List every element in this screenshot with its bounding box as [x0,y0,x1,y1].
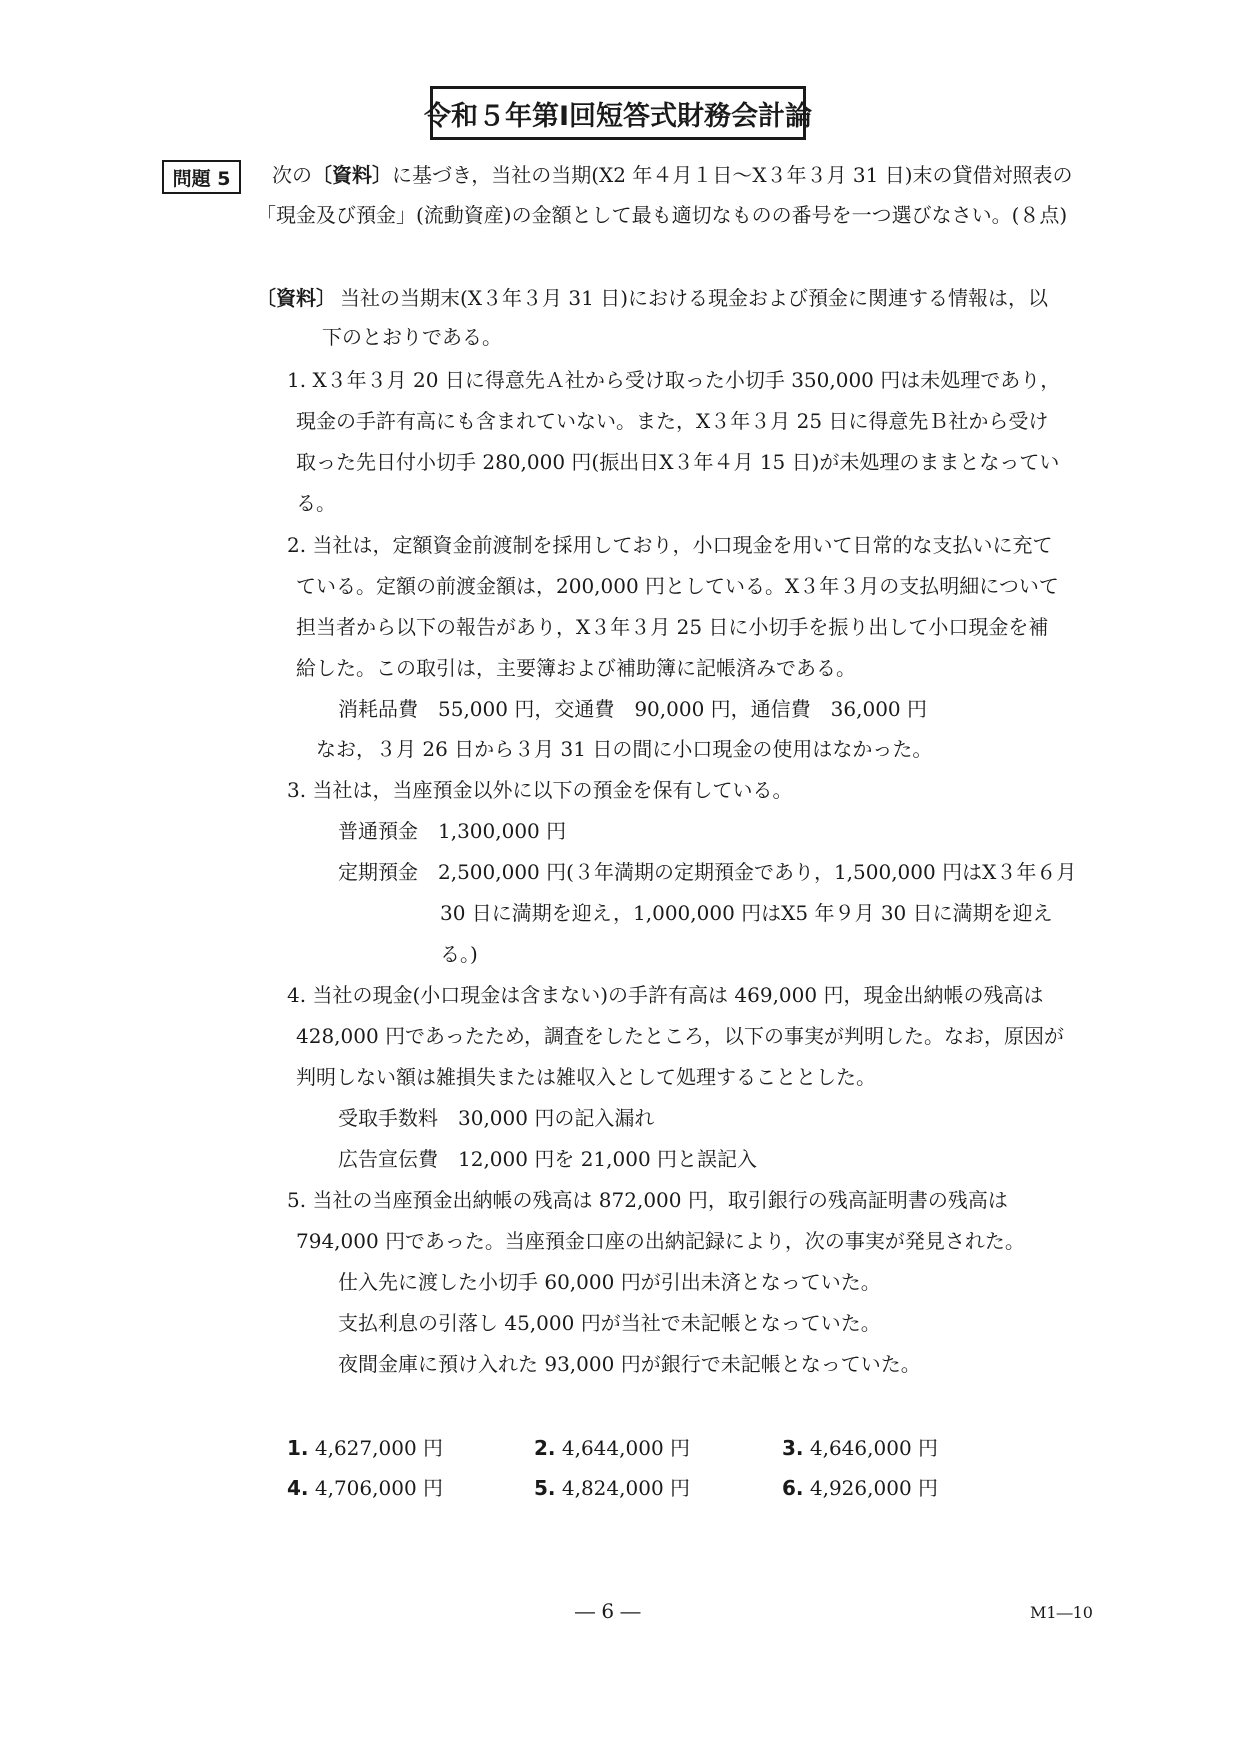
choice-number: 4. [287,1476,309,1500]
choice-number: 6. [782,1476,804,1500]
answer-choice-4[interactable] [287,1472,443,1501]
item1-line-2: 現金の手許有高にも含まれていない。また，X３年３月 25 日に得意先Ｂ社から受け [296,409,1049,433]
page-code: M1―10 [1030,1603,1093,1622]
item5-fact-2: 支払利息の引落し 45,000 円が当社で未記帳となっていた。 [338,1311,881,1335]
item2-line-2: ている。定額の前渡金額は，200,000 円としている。X３年３月の支払明細について [296,574,1059,598]
answer-choice-5[interactable] [534,1472,690,1501]
item1-line-4: る。 [296,491,336,515]
item2-line-4: 給した。この取引は，主要簿および補助簿に記帳済みである。 [296,656,856,680]
choice-number: 2. [534,1436,556,1460]
choice-value: 4,824,000 円 [561,1476,691,1500]
item5-line-2: 794,000 円であった。当座預金口座の出納記録により，次の事実が発見された。 [296,1229,1025,1253]
answer-choice-6[interactable] [782,1472,938,1501]
item4-line-3: 判明しない額は雑損失または雑収入として処理することとした。 [296,1065,876,1089]
item3-time-deposit-2: 30 日に満期を迎え，1,000,000 円はX5 年９月 30 日に満期を迎え [440,901,1053,925]
item3-ordinary-deposit: 普通預金 1,300,000 円 [338,819,567,843]
material-intro-line-1: 当社の当期末(X３年３月 31 日)における現金および預金に関連する情報は，以 [340,286,1049,310]
choice-number: 3. [782,1436,804,1460]
choice-number: 1. [287,1436,309,1460]
choice-number: 5. [534,1476,556,1500]
question-label: 問題 5 [162,160,241,194]
answer-choice-3[interactable] [782,1432,938,1461]
item5-line-1: 5. 当社の当座預金出納帳の残高は 872,000 円，取引銀行の残高証明書の残高は [287,1188,1008,1212]
item3-time-deposit-1: 定期預金 2,500,000 円(３年満期の定期預金であり，1,500,000 円はX３年６月 [338,860,1077,884]
item4-fact-2: 広告宣伝費 12,000 円を 21,000 円と誤記入 [338,1147,758,1171]
item2-line-1: 2. 当社は，定額資金前渡制を採用しており，小口現金を用いて日常的な支払いに充て [287,533,1053,557]
item1-line-1: 1. X３年３月 20 日に得意先Ａ社から受け取った小切手 350,000 円は未処理であり， [287,368,1061,392]
item4-line-1: 4. 当社の現金(小口現金は含まない)の手許有高は 469,000 円，現金出納帳の残高は [287,983,1044,1007]
item2-note: なお，３月 26 日から３月 31 日の間に小口現金の使用はなかった。 [316,737,933,761]
choice-value: 4,706,000 円 [314,1476,444,1500]
item5-fact-3: 夜間金庫に預け入れた 93,000 円が銀行で未記帳となっていた。 [338,1352,921,1376]
material-label: 〔資料〕 [256,286,336,310]
choice-value: 4,627,000 円 [314,1436,444,1460]
item1-line-3: 取った先日付小切手 280,000 円(振出日X３年４月 15 日)が未処理のままとなってい [296,450,1060,474]
choice-value: 4,646,000 円 [809,1436,939,1460]
item2-line-3: 担当者から以下の報告があり，X３年３月 25 日に小切手を振り出して小口現金を補 [296,615,1049,639]
choice-value: 4,644,000 円 [561,1436,691,1460]
item2-expenses: 消耗品費 55,000 円，交通費 90,000 円，通信費 36,000 円 [338,697,928,721]
item3-time-deposit-3: る。) [440,942,478,966]
material-intro-line-2: 下のとおりである。 [322,325,502,349]
intro-material-ref: 〔資料〕 [312,163,392,187]
item4-line-2: 428,000 円であったため，調査をしたところ，以下の事実が判明した。なお，原因が [296,1024,1065,1048]
answer-choice-1[interactable] [287,1432,443,1461]
choice-value: 4,926,000 円 [809,1476,939,1500]
question-intro-line-2: 「現金及び預金」(流動資産)の金額として最も適切なものの番号を一つ選びなさい。(８点) [256,203,1068,227]
intro-post: に基づき，当社の当期(X2 年４月１日～X３年３月 31 日)末の貸借対照表の [392,163,1073,187]
page-number: ― 6 ― [575,1599,641,1623]
question-intro-line-1 [272,162,1073,188]
answer-choice-2[interactable] [534,1432,690,1461]
exam-title: 令和５年第Ⅰ回短答式財務会計論 [430,86,806,140]
item3-line-1: 3. 当社は，当座預金以外に以下の預金を保有している。 [287,778,793,802]
item5-fact-1: 仕入先に渡した小切手 60,000 円が引出未済となっていた。 [338,1270,881,1294]
intro-pre: 次の [272,163,312,187]
item4-fact-1: 受取手数料 30,000 円の記入漏れ [338,1106,655,1130]
